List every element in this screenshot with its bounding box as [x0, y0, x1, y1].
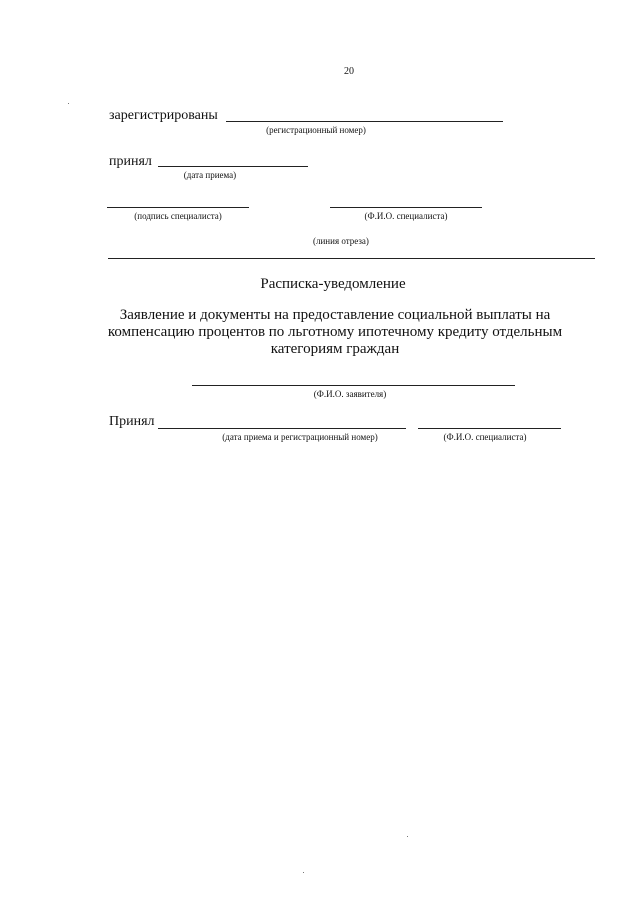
receipt-specialist-caption: (Ф.И.О. специалиста) [443, 432, 527, 442]
signature-caption-left: (подпись специалиста) [134, 211, 222, 221]
registered-underline [226, 121, 503, 122]
accepted-label: принял [109, 154, 152, 169]
signature-line-right [330, 207, 482, 208]
receipt-body-line-1: Заявление и документы на предоставление социальной выплаты на [119, 307, 551, 323]
receipt-accepted-label: Принял [109, 414, 155, 429]
cut-line-label: (линия отреза) [313, 236, 369, 246]
scan-speck [68, 103, 69, 104]
page-number: 20 [344, 66, 354, 77]
registered-label: зарегистрированы [109, 108, 218, 123]
signature-caption-right: (Ф.И.О. специалиста) [364, 211, 448, 221]
receipt-date-underline [158, 428, 406, 429]
scan-speck [407, 836, 408, 837]
applicant-caption: (Ф.И.О. заявителя) [313, 389, 387, 399]
registered-caption: (регистрационный номер) [266, 125, 366, 135]
receipt-specialist-underline [418, 428, 561, 429]
scan-speck [303, 872, 304, 873]
receipt-date-caption: (дата приема и регистрационный номер) [222, 432, 378, 442]
accepted-caption: (дата приема) [183, 170, 237, 180]
cut-line [108, 258, 595, 259]
receipt-body-line-3: категориям граждан [270, 341, 400, 357]
signature-line-left [107, 207, 249, 208]
accepted-underline [158, 166, 308, 167]
receipt-body-line-2: компенсацию процентов по льготному ипотечному кредиту отдельным [107, 324, 563, 340]
receipt-title: Расписка-уведомление [260, 276, 406, 292]
applicant-underline [192, 385, 515, 386]
